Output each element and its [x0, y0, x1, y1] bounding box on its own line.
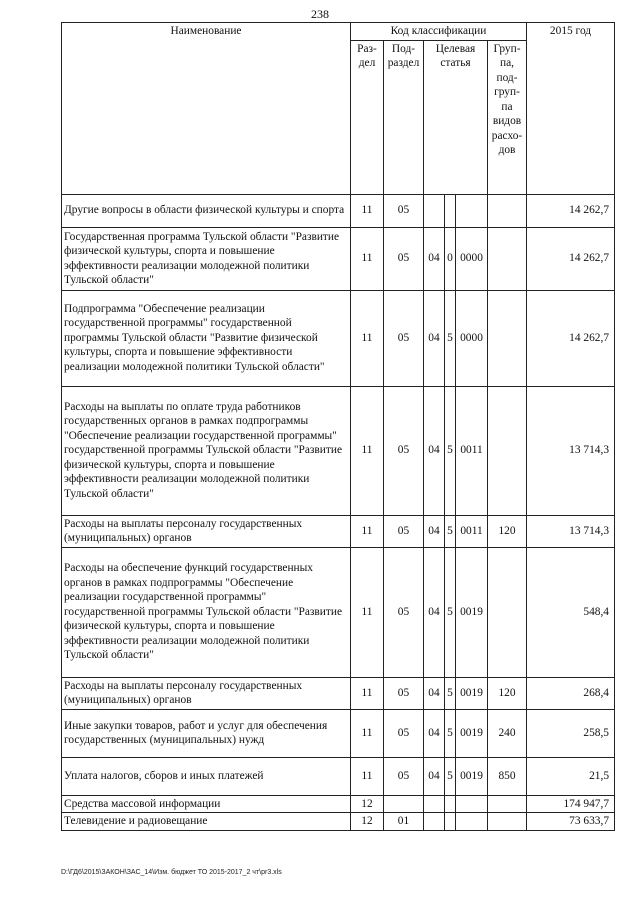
row-target-program: 04 [424, 515, 445, 547]
table-row [62, 795, 615, 813]
row-target-code: 0011 [456, 386, 488, 515]
row-expense-group [488, 290, 527, 386]
header-name: Наименование [62, 23, 351, 195]
row-amount: 548,4 [527, 547, 615, 677]
row-section: 11 [351, 227, 384, 290]
table-row [62, 677, 615, 709]
header-section: Раз- дел [351, 40, 384, 194]
row-expense-group [488, 227, 527, 290]
row-target-subprogram: 5 [445, 677, 456, 709]
row-expense-group [488, 795, 527, 813]
row-target-subprogram: 0 [445, 227, 456, 290]
row-target-code: 0019 [456, 677, 488, 709]
row-target-subprogram [445, 795, 456, 813]
row-subsection: 01 [384, 813, 424, 831]
file-path-footer: D:\ГД6\2015\ЗАКОН\ЗАС_14\Изм. бюджет ТО 2015-2017_2 чт\pr3.xls [61, 869, 282, 876]
row-section: 11 [351, 290, 384, 386]
row-target-program: 04 [424, 709, 445, 757]
row-amount: 21,5 [527, 757, 615, 795]
table-row [62, 547, 615, 677]
header-expense-group: Груп- па, под- груп- па видов расхо- дов [488, 40, 527, 194]
table-row [62, 515, 615, 547]
table-row [62, 194, 615, 227]
header-target-article: Целевая статья [424, 40, 488, 194]
row-amount: 13 714,3 [527, 386, 615, 515]
row-name: Расходы на выплаты персоналу государственных (муниципальных) органов [62, 677, 351, 709]
row-section: 11 [351, 547, 384, 677]
row-target-code: 0011 [456, 515, 488, 547]
row-target-code [456, 813, 488, 831]
row-subsection: 05 [384, 515, 424, 547]
row-expense-group: 120 [488, 677, 527, 709]
table-row [62, 386, 615, 515]
row-section: 11 [351, 194, 384, 227]
row-target-subprogram: 5 [445, 515, 456, 547]
row-section: 11 [351, 386, 384, 515]
row-name: Расходы на выплаты по оплате труда работников государственных органов в рамках подпрограммы "Обеспечение реализации государственной программы" государственной программы Тульской области "Развитие физической культуры, спорта и повышение эффективности реализации молодежной политики Тульской области" [62, 386, 351, 515]
row-amount: 14 262,7 [527, 290, 615, 386]
header-year: 2015 год [527, 23, 615, 195]
row-amount: 14 262,7 [527, 194, 615, 227]
row-name: Средства массовой информации [62, 795, 351, 813]
row-amount: 268,4 [527, 677, 615, 709]
row-section: 11 [351, 757, 384, 795]
row-section: 12 [351, 795, 384, 813]
table-row [62, 813, 615, 831]
row-expense-group [488, 813, 527, 831]
budget-table [61, 22, 615, 831]
row-target-program: 04 [424, 386, 445, 515]
table-row [62, 227, 615, 290]
row-target-subprogram: 5 [445, 757, 456, 795]
row-target-code: 0000 [456, 227, 488, 290]
row-target-subprogram [445, 813, 456, 831]
row-name: Расходы на выплаты персоналу государственных (муниципальных) органов [62, 515, 351, 547]
row-subsection: 05 [384, 757, 424, 795]
row-target-code: 0019 [456, 757, 488, 795]
row-expense-group [488, 386, 527, 515]
row-subsection: 05 [384, 709, 424, 757]
row-expense-group [488, 547, 527, 677]
row-amount: 174 947,7 [527, 795, 615, 813]
row-name: Подпрограмма "Обеспечение реализации государственной программы" государственной программы Тульской области "Развитие физической культуры, спорта и повышение эффективности реализации молодежной политики Тульской области" [62, 290, 351, 386]
header-classification: Код классификации [351, 23, 527, 41]
row-section: 11 [351, 677, 384, 709]
row-target-subprogram: 5 [445, 290, 456, 386]
row-target-code [456, 194, 488, 227]
row-target-program [424, 795, 445, 813]
row-subsection: 05 [384, 677, 424, 709]
row-target-code: 0019 [456, 547, 488, 677]
row-target-subprogram [445, 194, 456, 227]
row-target-program: 04 [424, 757, 445, 795]
row-expense-group: 240 [488, 709, 527, 757]
row-amount: 14 262,7 [527, 227, 615, 290]
row-target-program [424, 194, 445, 227]
row-expense-group [488, 194, 527, 227]
row-expense-group: 850 [488, 757, 527, 795]
row-section: 11 [351, 709, 384, 757]
row-name: Телевидение и радиовещание [62, 813, 351, 831]
row-section: 11 [351, 515, 384, 547]
row-target-program: 04 [424, 547, 445, 677]
row-name: Государственная программа Тульской области "Развитие физической культуры, спорта и повышение эффективности реализации молодежной политики Тульской области" [62, 227, 351, 290]
row-amount: 13 714,3 [527, 515, 615, 547]
table-row [62, 757, 615, 795]
row-target-program: 04 [424, 677, 445, 709]
row-subsection: 05 [384, 194, 424, 227]
row-expense-group: 120 [488, 515, 527, 547]
row-subsection: 05 [384, 290, 424, 386]
row-target-program: 04 [424, 290, 445, 386]
row-target-subprogram: 5 [445, 709, 456, 757]
row-target-program: 04 [424, 227, 445, 290]
row-subsection: 05 [384, 386, 424, 515]
page-number: 238 [311, 7, 329, 21]
header-subsection: Под- раздел [384, 40, 424, 194]
row-subsection: 05 [384, 547, 424, 677]
row-name: Уплата налогов, сборов и иных платежей [62, 757, 351, 795]
row-name: Иные закупки товаров, работ и услуг для обеспечения государственных (муниципальных) нужд [62, 709, 351, 757]
row-target-subprogram: 5 [445, 386, 456, 515]
table-row [62, 709, 615, 757]
table-row [62, 290, 615, 386]
row-name: Другие вопросы в области физической культуры и спорта [62, 194, 351, 227]
row-amount: 258,5 [527, 709, 615, 757]
row-name: Расходы на обеспечение функций государственных органов в рамках подпрограммы "Обеспечение реализации государственной программы" государственной программы Тульской области "Развитие физической культуры, спорта и повышение эффективности реализации молодежной политики Тульской области" [62, 547, 351, 677]
row-target-subprogram: 5 [445, 547, 456, 677]
row-subsection [384, 795, 424, 813]
row-subsection: 05 [384, 227, 424, 290]
row-target-code: 0000 [456, 290, 488, 386]
row-target-code: 0019 [456, 709, 488, 757]
row-amount: 73 633,7 [527, 813, 615, 831]
row-section: 12 [351, 813, 384, 831]
row-target-code [456, 795, 488, 813]
row-target-program [424, 813, 445, 831]
